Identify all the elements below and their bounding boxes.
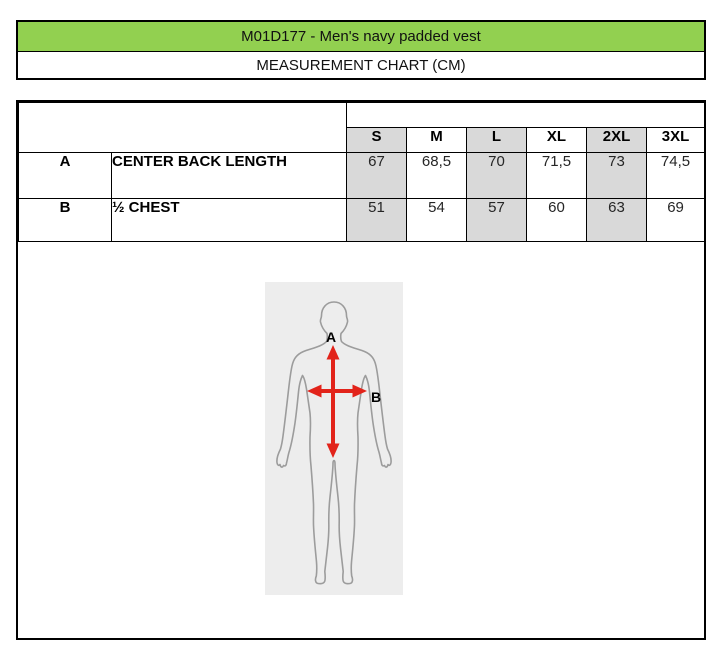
measurement-value: 74,5 <box>647 153 705 199</box>
table-corner-cell <box>19 103 347 153</box>
measurement-value: 51 <box>347 199 407 242</box>
size-header-m: M <box>407 128 467 153</box>
figure-label-b: B <box>371 389 382 405</box>
body-diagram-svg <box>265 282 403 595</box>
table-row <box>19 153 705 199</box>
product-title: M01D177 - Men's navy padded vest <box>18 22 704 52</box>
measurement-value: 70 <box>467 153 527 199</box>
table-row <box>19 199 705 242</box>
size-header-s: S <box>347 128 407 153</box>
measurement-table <box>18 102 705 242</box>
measurement-value: 54 <box>407 199 467 242</box>
table-header-blank-row <box>19 103 705 128</box>
measurement-value: 67 <box>347 153 407 199</box>
measurement-value: 60 <box>527 199 587 242</box>
measurement-value: 57 <box>467 199 527 242</box>
row-letter: B <box>19 199 112 242</box>
measurement-value: 73 <box>587 153 647 199</box>
measurement-sheet <box>16 100 706 640</box>
measurement-value: 63 <box>587 199 647 242</box>
size-header-3xl: 3XL <box>647 128 705 153</box>
figure-panel <box>18 245 700 634</box>
size-header-l: L <box>467 128 527 153</box>
row-letter: A <box>19 153 112 199</box>
measurement-name: CENTER BACK LENGTH <box>112 153 347 199</box>
figure-label-a: A <box>325 329 337 345</box>
arrow-a <box>327 345 340 458</box>
size-header-xl: XL <box>527 128 587 153</box>
measurement-value: 69 <box>647 199 705 242</box>
blank-header-cell <box>347 103 705 128</box>
measurement-name: ½ CHEST <box>112 199 347 242</box>
measurement-value: 71,5 <box>527 153 587 199</box>
size-header-2xl: 2XL <box>587 128 647 153</box>
body-diagram <box>265 282 403 595</box>
measurement-value: 68,5 <box>407 153 467 199</box>
title-bar <box>16 20 706 80</box>
arrow-b <box>307 385 367 398</box>
chart-title: MEASUREMENT CHART (CM) <box>18 52 704 78</box>
